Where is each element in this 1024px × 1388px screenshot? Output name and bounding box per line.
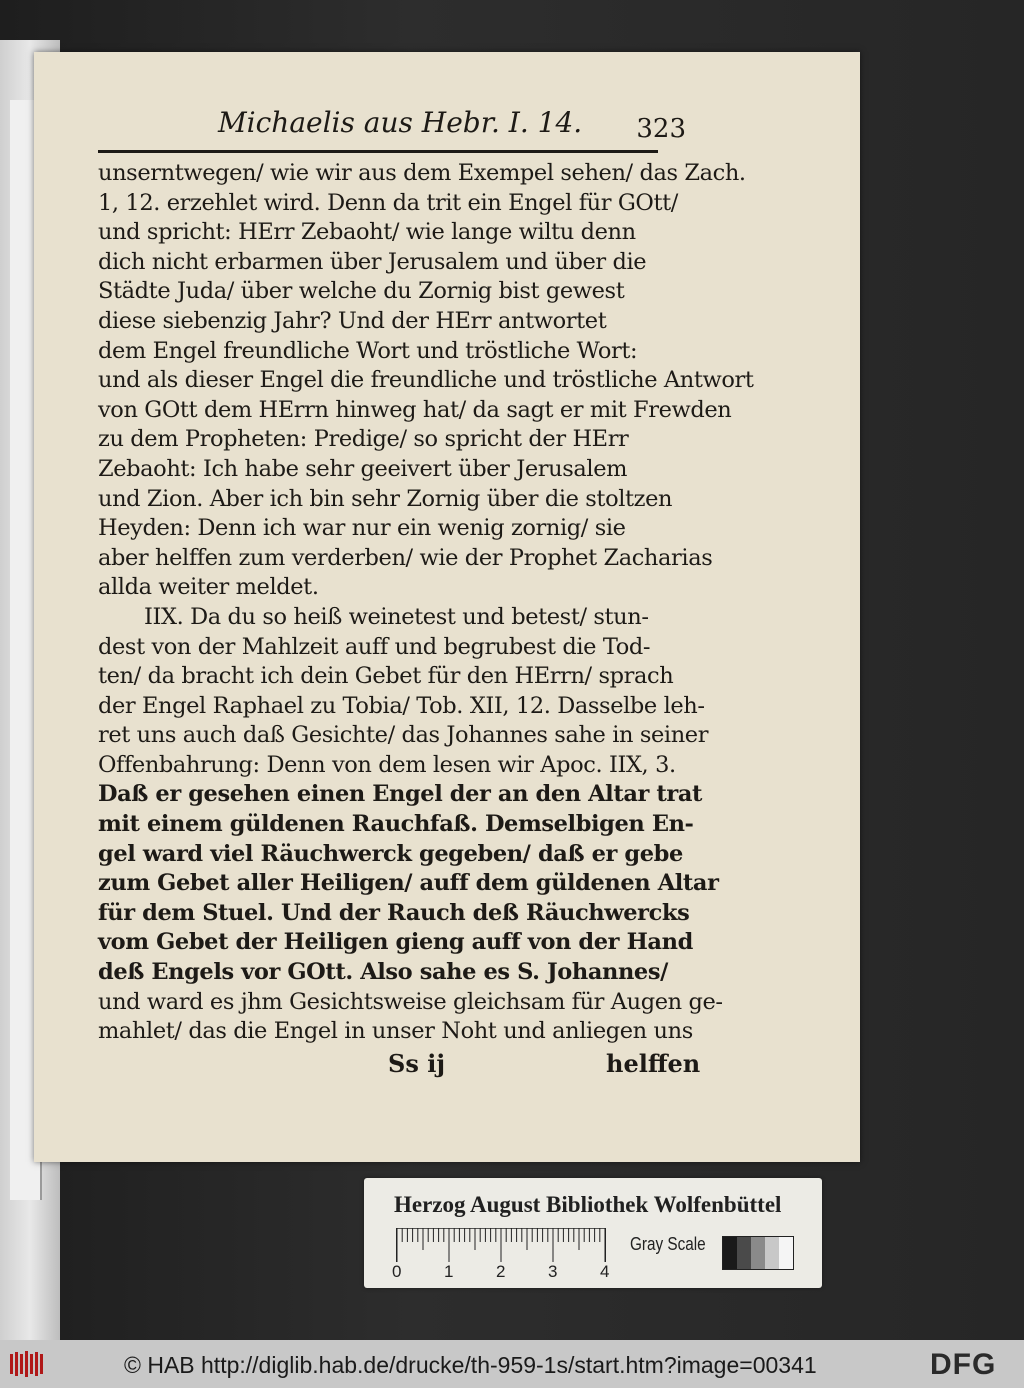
gray-scale-swatches: [722, 1236, 794, 1270]
text-line: dich nicht erbarmen über Jerusalem und über die: [98, 248, 647, 275]
ruler-number: 0: [392, 1262, 402, 1281]
signature-mark: Ss ij: [388, 1048, 445, 1078]
text-line: diese siebenzig Jahr? Und der HErr antwortet: [98, 307, 607, 334]
gray-swatch: [765, 1237, 779, 1269]
text-line: dem Engel freundliche Wort und tröstliche Wort:: [98, 337, 638, 364]
text-line: ten/ da bracht ich dein Gebet für den HErrn/ sprach: [98, 663, 674, 690]
running-head: [98, 104, 686, 153]
gray-swatch: [723, 1237, 737, 1269]
hab-logo-icon: [8, 1350, 48, 1378]
ruler-numbers: [388, 1262, 628, 1282]
copyright-link[interactable]: © HAB http://diglib.hab.de/drucke/th-959-1s/start.htm?image=00341: [124, 1352, 817, 1378]
text-line: aber helffen zum verderben/ wie der Prophet Zacharias: [98, 544, 713, 571]
text-line: der Engel Raphael zu Tobia/ Tob. XII, 12. Dasselbe leh-: [98, 692, 705, 719]
text-line: und als dieser Engel die freundliche und tröstliche Antwort: [98, 367, 754, 394]
text-line: vom Gebet der Heiligen gieng auff von der Hand: [98, 929, 693, 956]
running-title: Michaelis aus Hebr. I. 14.: [218, 106, 583, 139]
text-line: Daß er gesehen einen Engel der an den Altar trat: [98, 781, 703, 808]
text-body: [98, 159, 754, 1047]
text-line: deß Engels vor GOtt. Also sahe es S. Johannes/: [98, 959, 668, 986]
catchword: helffen: [606, 1048, 701, 1078]
text-line: zu dem Propheten: Predige/ so spricht der HErr: [98, 426, 629, 453]
gray-swatch: [779, 1237, 793, 1269]
footer-bar: [0, 1340, 1024, 1388]
page-number: 323: [636, 114, 686, 144]
text-line: allda weiter meldet.: [98, 574, 319, 601]
gray-swatch: [751, 1237, 765, 1269]
text-line: dest von der Mahlzeit auff und begrubest die Tod-: [98, 633, 651, 660]
text-line: mahlet/ das die Engel in unser Noht und anliegen uns: [98, 1018, 693, 1045]
library-label-card: [364, 1178, 822, 1288]
ruler-number: 2: [496, 1262, 506, 1281]
ruler-number: 4: [600, 1262, 610, 1281]
signature-row: [98, 1048, 701, 1085]
page-content: [98, 104, 754, 1085]
text-line: zum Gebet aller Heiligen/ auff dem güldenen Altar: [98, 870, 719, 897]
cm-ruler: [396, 1228, 606, 1266]
text-line: und spricht: HErr Zebaoht/ wie lange wiltu denn: [98, 219, 636, 246]
ruler-number: 1: [444, 1262, 454, 1281]
text-line: und ward es jhm Gesichtsweise gleichsam für Augen ge-: [98, 988, 723, 1015]
text-line: von GOtt dem HErrn hinweg hat/ da sagt er mit Frewden: [98, 396, 732, 423]
text-line: Heyden: Denn ich war nur ein wenig zornig/ sie: [98, 515, 626, 542]
text-line: mit einem güldenen Rauchfaß. Demselbigen En-: [98, 811, 694, 838]
dfg-logo: DFG: [930, 1348, 997, 1381]
gray-scale-label: Gray Scale: [630, 1234, 706, 1254]
text-line: IIX. Da du so heiß weinetest und betest/ stun-: [144, 603, 649, 630]
text-line: ret uns auch daß Gesichte/ das Johannes sahe in seiner: [98, 722, 709, 749]
text-line: Städte Juda/ über welche du Zornig bist gewest: [98, 278, 625, 305]
text-line: unserntwegen/ wie wir aus dem Exempel sehen/ das Zach.: [98, 160, 746, 186]
text-line: Zebaoht: Ich habe sehr geeivert über Jerusalem: [98, 455, 628, 482]
text-line: und Zion. Aber ich bin sehr Zornig über die stoltzen: [98, 485, 673, 512]
text-line: 1, 12. erzehlet wird. Denn da trit ein Engel für GOtt/: [98, 189, 678, 216]
library-name: Herzog August Bibliothek Wolfenbüttel: [394, 1192, 782, 1217]
book-page: [34, 52, 860, 1162]
text-line: Offenbahrung: Denn von dem lesen wir Apoc. IIX, 3.: [98, 751, 676, 778]
text-line: gel ward viel Räuchwerck gegeben/ daß er gebe: [98, 840, 683, 867]
ruler-number: 3: [548, 1262, 558, 1281]
gray-swatch: [737, 1237, 751, 1269]
text-line: für dem Stuel. Und der Rauch deß Räuchwercks: [98, 899, 690, 926]
